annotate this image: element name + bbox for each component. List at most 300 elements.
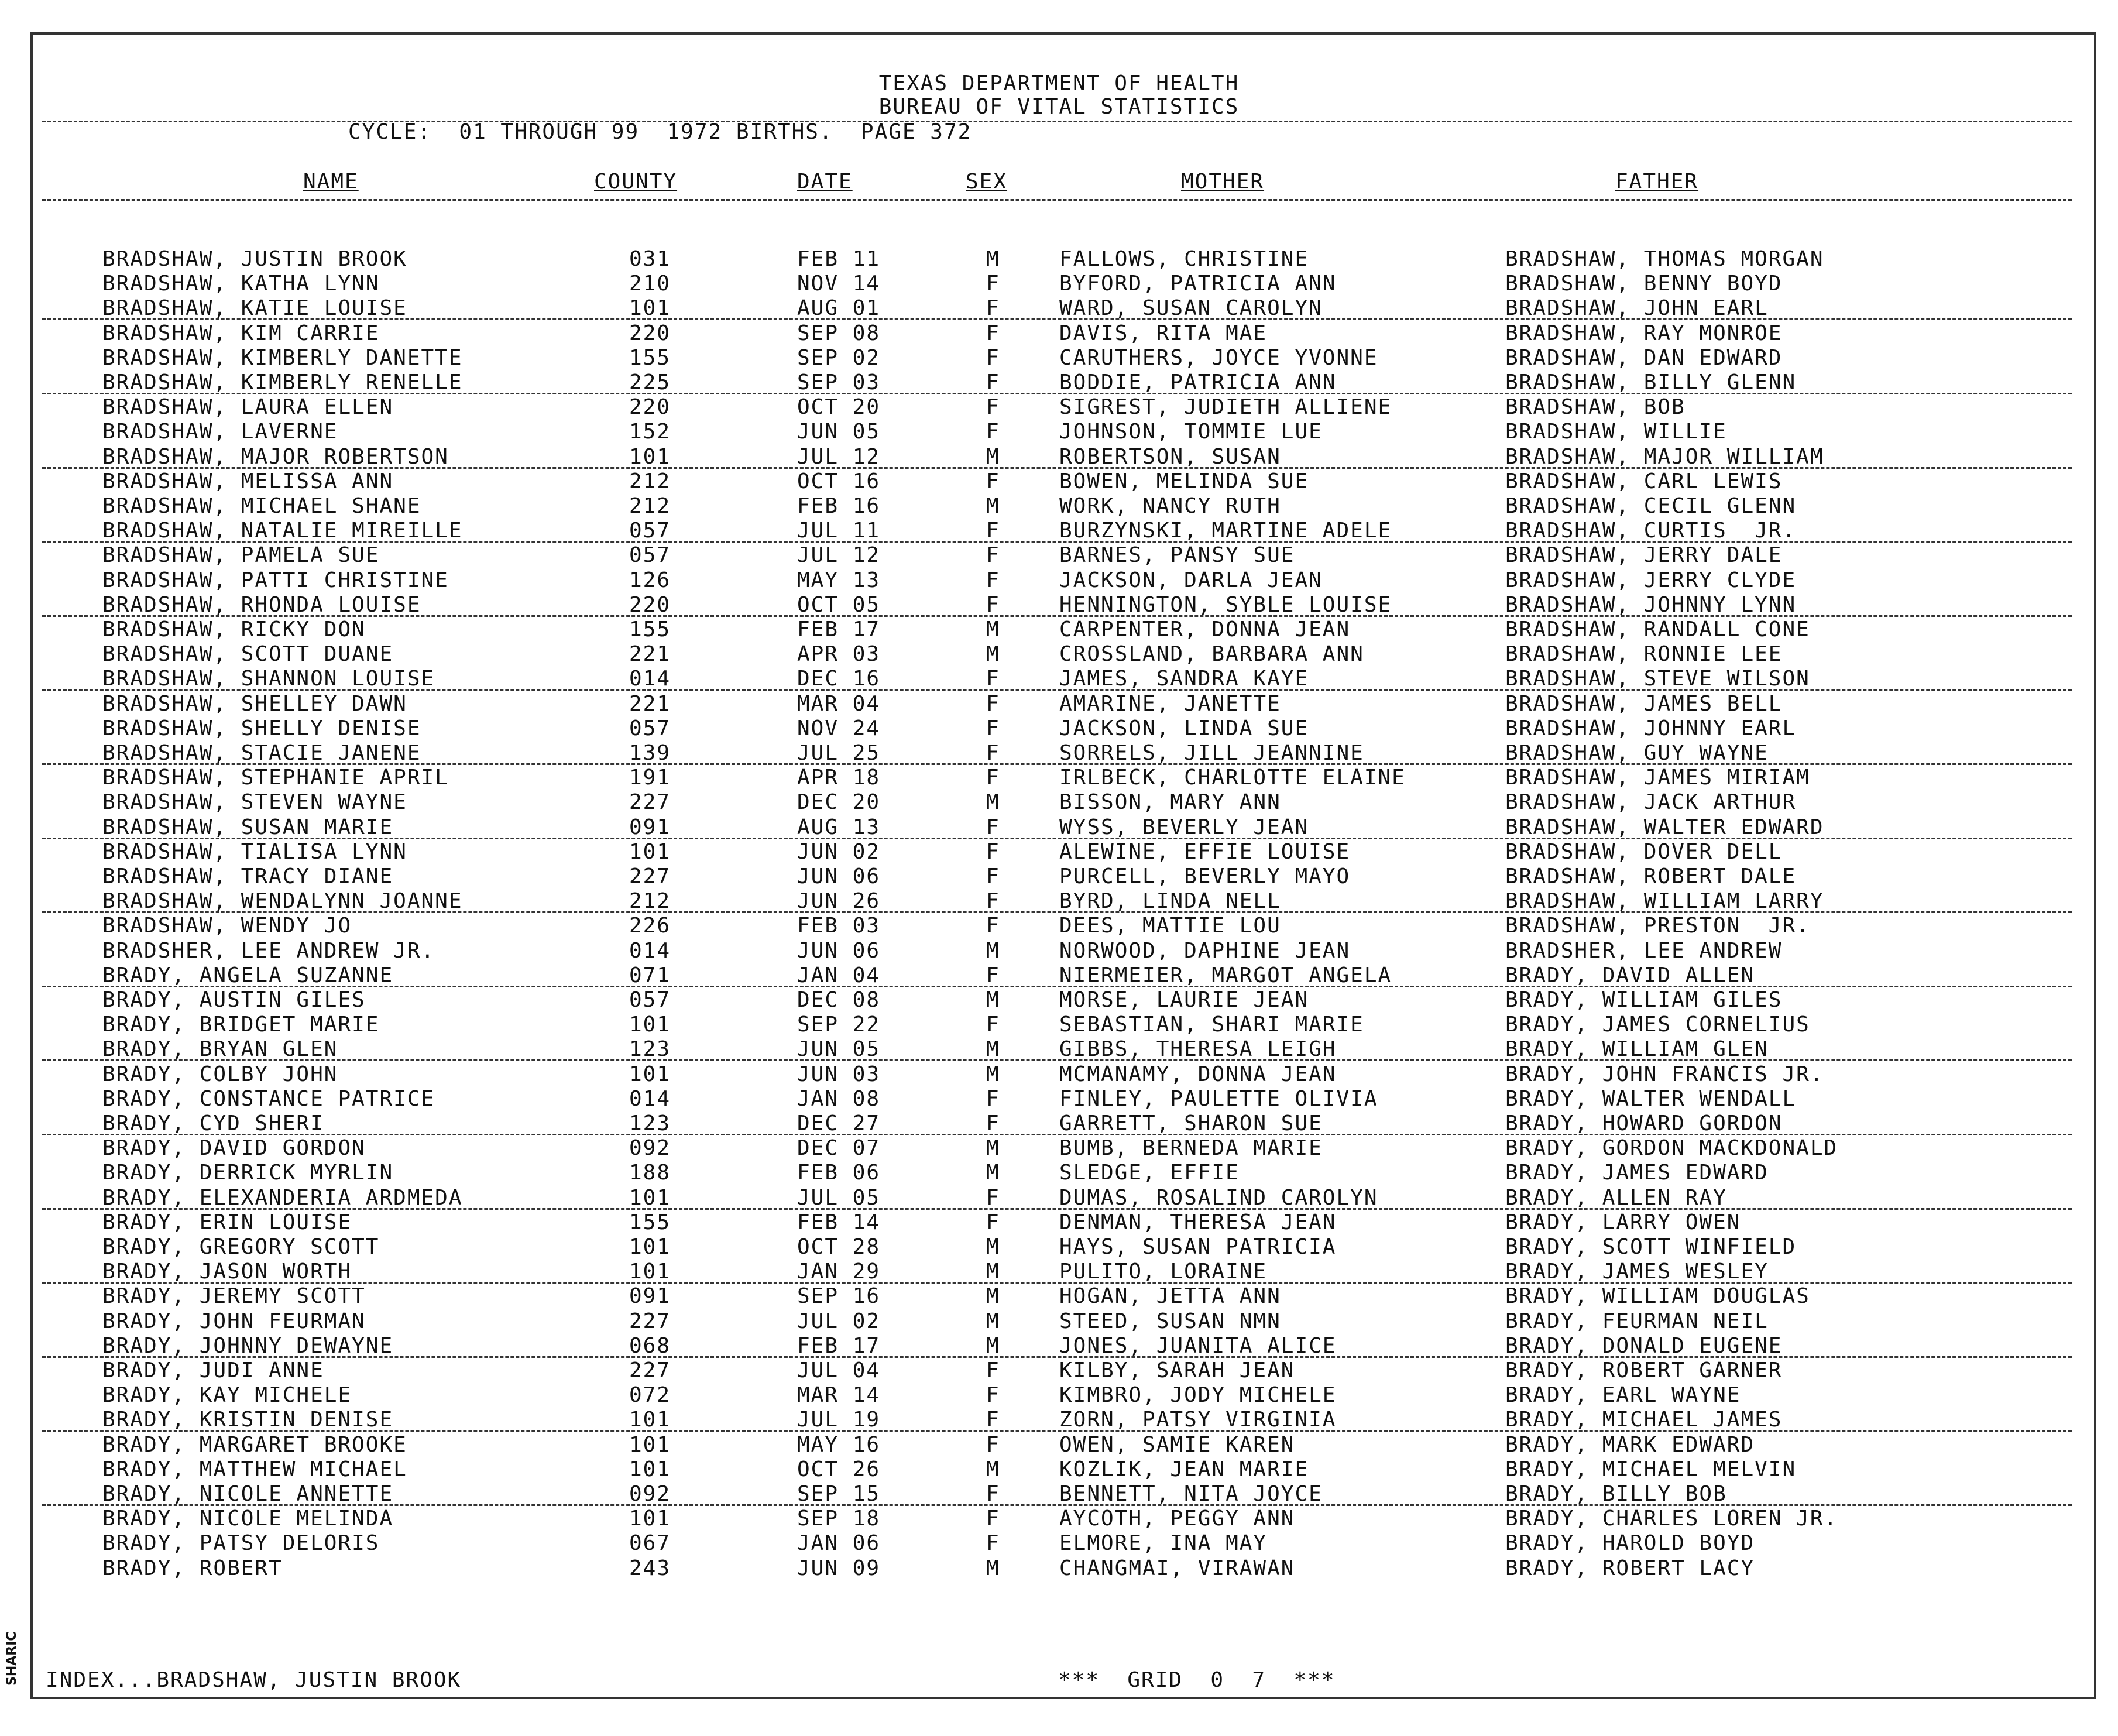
record-mother: JACKSON, LINDA SUE: [1059, 716, 1309, 740]
record-sex: F: [986, 691, 1000, 716]
record-mother: PURCELL, BEVERLY MAYO: [1059, 864, 1351, 888]
record-father: BRADSHAW, CURTIS JR.: [1505, 519, 1797, 543]
row-group-divider: [42, 986, 2072, 987]
record-sex: F: [986, 766, 1000, 790]
record-mother: GARRETT, SHARON SUE: [1059, 1111, 1323, 1135]
record-father: BRADSHAW, WILLIE: [1505, 420, 1727, 444]
record-sex: F: [986, 272, 1000, 296]
table-row: [0, 494, 2118, 519]
record-name: BRADSHAW, KIM CARRIE: [102, 321, 380, 345]
table-row: [0, 889, 2118, 914]
record-father: BRADY, ROBERT GARNER: [1505, 1358, 1783, 1382]
record-sex: M: [986, 1037, 1000, 1062]
record-sex: F: [986, 667, 1000, 691]
record-date: SEP 02: [797, 345, 881, 370]
record-mother: SIGREST, JUDIETH ALLIENE: [1059, 395, 1392, 420]
record-county: 212: [629, 494, 671, 518]
record-date: MAR 14: [797, 1383, 881, 1408]
record-county: 068: [629, 1333, 671, 1358]
record-name: BRADY, NICOLE ANNETTE: [102, 1482, 394, 1506]
record-date: JUN 02: [797, 839, 881, 864]
record-county: 101: [629, 1235, 671, 1259]
table-row: [0, 1383, 2118, 1408]
table-row: [0, 370, 2118, 395]
record-sex: F: [986, 1432, 1000, 1457]
record-county: 220: [629, 395, 671, 420]
record-father: BRADSHAW, RONNIE LEE: [1505, 642, 1783, 667]
record-sex: F: [986, 1210, 1000, 1234]
record-date: APR 03: [797, 642, 881, 667]
record-date: OCT 20: [797, 395, 881, 420]
record-county: 126: [629, 568, 671, 592]
table-row: [0, 1136, 2118, 1161]
record-sex: M: [986, 1556, 1000, 1580]
cycle-line: CYCLE: 01 THROUGH 99 1972 BIRTHS. PAGE 372: [348, 120, 972, 144]
record-date: OCT 26: [797, 1457, 881, 1481]
record-father: BRADSHAW, CECIL GLENN: [1505, 494, 1797, 518]
record-mother: HOGAN, JETTA ANN: [1059, 1284, 1281, 1309]
record-father: BRADSHAW, JERRY DALE: [1505, 543, 1783, 568]
record-name: BRADSHAW, KATIE LOUISE: [102, 296, 407, 321]
record-sex: M: [986, 617, 1000, 641]
record-date: JUL 12: [797, 444, 881, 469]
table-row: [0, 1482, 2118, 1507]
record-county: 101: [629, 296, 671, 321]
record-father: BRADY, WILLIAM GILES: [1505, 988, 1783, 1012]
record-sex: F: [986, 321, 1000, 345]
record-father: BRADY, JAMES CORNELIUS: [1505, 1013, 1810, 1037]
record-mother: BYFORD, PATRICIA ANN: [1059, 272, 1337, 296]
record-name: BRADY, DAVID GORDON: [102, 1136, 366, 1161]
record-date: AUG 13: [797, 815, 881, 839]
record-name: BRADSHAW, MELISSA ANN: [102, 469, 394, 493]
record-date: FEB 17: [797, 617, 881, 641]
record-county: 212: [629, 889, 671, 914]
record-name: BRADSHAW, SCOTT DUANE: [102, 642, 394, 667]
table-row: [0, 469, 2118, 494]
record-name: BRADSHAW, PAMELA SUE: [102, 543, 380, 568]
row-group-divider: [42, 763, 2072, 765]
record-sex: F: [986, 568, 1000, 592]
record-mother: ELMORE, INA MAY: [1059, 1531, 1268, 1556]
record-father: BRADY, WILLIAM DOUGLAS: [1505, 1284, 1810, 1309]
record-sex: F: [986, 839, 1000, 864]
column-header-date: DATE: [797, 170, 853, 194]
record-sex: M: [986, 1136, 1000, 1161]
record-county: 101: [629, 839, 671, 864]
record-name: BRADY, AUSTIN GILES: [102, 988, 366, 1012]
record-sex: M: [986, 1260, 1000, 1284]
record-county: 101: [629, 1260, 671, 1284]
record-sex: M: [986, 444, 1000, 469]
record-name: BRADY, ERIN LOUISE: [102, 1210, 352, 1234]
table-row: [0, 395, 2118, 420]
record-date: JUL 12: [797, 543, 881, 568]
table-row: [0, 1161, 2118, 1185]
record-county: 220: [629, 592, 671, 617]
table-row: [0, 1013, 2118, 1037]
record-sex: F: [986, 1383, 1000, 1408]
record-county: 227: [629, 1309, 671, 1333]
table-row: [0, 1235, 2118, 1260]
record-sex: F: [986, 1358, 1000, 1382]
record-name: BRADY, MARGARET BROOKE: [102, 1432, 407, 1457]
table-row: [0, 716, 2118, 741]
record-sex: F: [986, 1013, 1000, 1037]
record-mother: CARUTHERS, JOYCE YVONNE: [1059, 345, 1378, 370]
record-father: BRADSHER, LEE ANDREW: [1505, 938, 1783, 963]
record-name: BRADY, CYD SHERI: [102, 1111, 324, 1135]
record-county: 227: [629, 790, 671, 815]
record-county: 101: [629, 1013, 671, 1037]
record-county: 071: [629, 963, 671, 987]
record-father: BRADSHAW, BILLY GLENN: [1505, 370, 1797, 394]
record-father: BRADY, MICHAEL MELVIN: [1505, 1457, 1797, 1481]
record-date: JUL 04: [797, 1358, 881, 1382]
record-father: BRADY, HAROLD BOYD: [1505, 1531, 1755, 1556]
record-date: JUN 06: [797, 864, 881, 888]
record-mother: BOWEN, MELINDA SUE: [1059, 469, 1309, 493]
record-county: 057: [629, 716, 671, 740]
record-mother: OWEN, SAMIE KAREN: [1059, 1432, 1295, 1457]
record-sex: F: [986, 469, 1000, 493]
record-father: BRADY, JAMES WESLEY: [1505, 1260, 1769, 1284]
table-row: [0, 445, 2118, 469]
record-county: 188: [629, 1161, 671, 1185]
record-mother: CROSSLAND, BARBARA ANN: [1059, 642, 1364, 667]
record-date: JAN 06: [797, 1531, 881, 1556]
record-date: JUN 03: [797, 1062, 881, 1086]
record-name: BRADSHAW, KIMBERLY RENELLE: [102, 370, 463, 394]
table-row: [0, 914, 2118, 938]
record-date: DEC 16: [797, 667, 881, 691]
record-father: BRADY, GORDON MACKDONALD: [1505, 1136, 1838, 1161]
record-name: BRADY, GREGORY SCOTT: [102, 1235, 380, 1259]
table-row: [0, 766, 2118, 790]
record-father: BRADY, JOHN FRANCIS JR.: [1505, 1062, 1824, 1086]
record-mother: ALEWINE, EFFIE LOUISE: [1059, 839, 1351, 864]
record-date: FEB 03: [797, 914, 881, 938]
record-county: 057: [629, 543, 671, 568]
record-father: BRADSHAW, WILLIAM LARRY: [1505, 889, 1824, 914]
record-father: BRADSHAW, JAMES MIRIAM: [1505, 766, 1810, 790]
record-father: BRADSHAW, DOVER DELL: [1505, 839, 1783, 864]
record-mother: WYSS, BEVERLY JEAN: [1059, 815, 1309, 839]
record-date: DEC 08: [797, 988, 881, 1012]
record-name: BRADY, JEREMY SCOTT: [102, 1284, 366, 1309]
record-county: 155: [629, 617, 671, 641]
record-county: 092: [629, 1482, 671, 1506]
record-name: BRADY, JOHNNY DEWAYNE: [102, 1333, 394, 1358]
record-date: JUL 11: [797, 519, 881, 543]
row-group-divider: [42, 1356, 2072, 1358]
record-father: BRADY, SCOTT WINFIELD: [1505, 1235, 1797, 1259]
record-father: BRADSHAW, JOHNNY EARL: [1505, 716, 1797, 740]
record-name: BRADY, ANGELA SUZANNE: [102, 963, 394, 987]
record-mother: DENMAN, THERESA JEAN: [1059, 1210, 1337, 1234]
record-date: DEC 07: [797, 1136, 881, 1161]
table-row: [0, 1284, 2118, 1309]
record-sex: M: [986, 1457, 1000, 1481]
record-mother: BISSON, MARY ANN: [1059, 790, 1281, 815]
record-sex: F: [986, 741, 1000, 765]
table-row: [0, 1358, 2118, 1383]
record-father: BRADY, EARL WAYNE: [1505, 1383, 1741, 1408]
table-row: [0, 988, 2118, 1013]
record-date: SEP 18: [797, 1507, 881, 1531]
record-sex: F: [986, 592, 1000, 617]
table-row: [0, 1507, 2118, 1531]
table-row: [0, 1334, 2118, 1358]
record-father: BRADSHAW, GUY WAYNE: [1505, 741, 1769, 765]
record-sex: F: [986, 345, 1000, 370]
record-county: 226: [629, 914, 671, 938]
table-row: [0, 667, 2118, 691]
record-sex: F: [986, 1408, 1000, 1432]
record-name: BRADY, JASON WORTH: [102, 1260, 352, 1284]
record-mother: JONES, JUANITA ALICE: [1059, 1333, 1337, 1358]
table-row: [0, 617, 2118, 642]
record-father: BRADSHAW, JERRY CLYDE: [1505, 568, 1797, 592]
record-mother: BARNES, PANSY SUE: [1059, 543, 1295, 568]
record-name: BRADY, KAY MICHELE: [102, 1383, 352, 1408]
record-mother: FALLOWS, CHRISTINE: [1059, 247, 1309, 271]
record-sex: F: [986, 296, 1000, 321]
table-row: [0, 1186, 2118, 1210]
record-mother: WORK, NANCY RUTH: [1059, 494, 1281, 518]
record-county: 057: [629, 519, 671, 543]
record-date: FEB 14: [797, 1210, 881, 1234]
record-father: BRADSHAW, JOHNNY LYNN: [1505, 592, 1797, 617]
record-sex: F: [986, 1482, 1000, 1506]
record-county: 225: [629, 370, 671, 394]
record-date: DEC 27: [797, 1111, 881, 1135]
table-row: [0, 1210, 2118, 1235]
record-county: 227: [629, 864, 671, 888]
row-group-divider: [42, 1504, 2072, 1506]
record-date: MAY 13: [797, 568, 881, 592]
record-name: BRADSHAW, LAURA ELLEN: [102, 395, 394, 420]
record-father: BRADSHAW, JOHN EARL: [1505, 296, 1769, 321]
record-date: JUN 05: [797, 420, 881, 444]
record-mother: GIBBS, THERESA LEIGH: [1059, 1037, 1337, 1062]
record-county: 091: [629, 815, 671, 839]
record-mother: MCMANAMY, DONNA JEAN: [1059, 1062, 1337, 1086]
record-sex: F: [986, 1507, 1000, 1531]
record-father: BRADY, LARRY OWEN: [1505, 1210, 1741, 1234]
record-county: 191: [629, 766, 671, 790]
record-name: BRADSHAW, TRACY DIANE: [102, 864, 394, 888]
record-name: BRADSHER, LEE ANDREW JR.: [102, 938, 435, 963]
record-father: BRADSHAW, PRESTON JR.: [1505, 914, 1810, 938]
record-date: FEB 16: [797, 494, 881, 518]
record-name: BRADY, BRIDGET MARIE: [102, 1013, 380, 1037]
record-father: BRADSHAW, RANDALL CONE: [1505, 617, 1810, 641]
record-father: BRADY, DONALD EUGENE: [1505, 1333, 1783, 1358]
row-group-divider: [42, 467, 2072, 469]
record-mother: ZORN, PATSY VIRGINIA: [1059, 1408, 1337, 1432]
record-sex: F: [986, 1086, 1000, 1111]
record-sex: M: [986, 1062, 1000, 1086]
record-date: JUL 02: [797, 1309, 881, 1333]
record-mother: BURZYNSKI, MARTINE ADELE: [1059, 519, 1392, 543]
record-sex: F: [986, 370, 1000, 394]
table-row: [0, 272, 2118, 296]
record-date: OCT 16: [797, 469, 881, 493]
table-row: [0, 420, 2118, 444]
table-row: [0, 1260, 2118, 1284]
record-county: 092: [629, 1136, 671, 1161]
record-date: JAN 04: [797, 963, 881, 987]
table-row: [0, 593, 2118, 617]
record-date: MAR 04: [797, 691, 881, 716]
record-mother: SLEDGE, EFFIE: [1059, 1161, 1240, 1185]
record-county: 014: [629, 667, 671, 691]
record-county: 221: [629, 691, 671, 716]
record-father: BRADSHAW, CARL LEWIS: [1505, 469, 1783, 493]
record-mother: BENNETT, NITA JOYCE: [1059, 1482, 1323, 1506]
record-name: BRADY, JUDI ANNE: [102, 1358, 324, 1382]
record-name: BRADSHAW, WENDALYNN JOANNE: [102, 889, 463, 914]
record-date: SEP 16: [797, 1284, 881, 1309]
table-row: [0, 815, 2118, 840]
record-father: BRADY, HOWARD GORDON: [1505, 1111, 1783, 1135]
record-father: BRADY, MARK EDWARD: [1505, 1432, 1755, 1457]
record-name: BRADY, CONSTANCE PATRICE: [102, 1086, 435, 1111]
record-father: BRADY, ROBERT LACY: [1505, 1556, 1755, 1580]
table-row: [0, 1111, 2118, 1136]
record-name: BRADY, BRYAN GLEN: [102, 1037, 338, 1062]
record-name: BRADSHAW, KATHA LYNN: [102, 272, 380, 296]
record-county: 101: [629, 1185, 671, 1210]
record-mother: SEBASTIAN, SHARI MARIE: [1059, 1013, 1364, 1037]
record-father: BRADSHAW, DAN EDWARD: [1505, 345, 1783, 370]
record-sex: F: [986, 420, 1000, 444]
record-date: DEC 20: [797, 790, 881, 815]
row-group-divider: [42, 1059, 2072, 1061]
table-row: [0, 1556, 2118, 1581]
record-name: BRADSHAW, LAVERNE: [102, 420, 338, 444]
record-sex: F: [986, 815, 1000, 839]
record-father: BRADY, DAVID ALLEN: [1505, 963, 1755, 987]
record-name: BRADSHAW, WENDY JO: [102, 914, 352, 938]
record-sex: M: [986, 494, 1000, 518]
table-row: [0, 1037, 2118, 1062]
record-sex: M: [986, 642, 1000, 667]
record-county: 101: [629, 1408, 671, 1432]
table-row: [0, 1062, 2118, 1087]
record-date: JAN 08: [797, 1086, 881, 1111]
record-name: BRADSHAW, KIMBERLY DANETTE: [102, 345, 463, 370]
table-row: [0, 321, 2118, 346]
column-header-name: NAME: [303, 170, 359, 194]
row-group-divider: [42, 318, 2072, 320]
record-father: BRADSHAW, WALTER EDWARD: [1505, 815, 1824, 839]
record-sex: F: [986, 1185, 1000, 1210]
record-date: NOV 14: [797, 272, 881, 296]
record-county: 101: [629, 1507, 671, 1531]
record-date: JUN 06: [797, 938, 881, 963]
record-mother: CARPENTER, DONNA JEAN: [1059, 617, 1351, 641]
record-mother: DUMAS, ROSALIND CAROLYN: [1059, 1185, 1378, 1210]
record-county: 101: [629, 1432, 671, 1457]
record-county: 227: [629, 1358, 671, 1382]
table-row: [0, 939, 2118, 963]
record-sex: F: [986, 716, 1000, 740]
table-row: [0, 963, 2118, 988]
record-mother: HAYS, SUSAN PATRICIA: [1059, 1235, 1337, 1259]
row-group-divider: [42, 1430, 2072, 1432]
record-name: BRADY, ELEXANDERIA ARDMEDA: [102, 1185, 463, 1210]
record-county: 210: [629, 272, 671, 296]
record-name: BRADSHAW, STEPHANIE APRIL: [102, 766, 449, 790]
record-mother: BUMB, BERNEDA MARIE: [1059, 1136, 1323, 1161]
record-county: 031: [629, 247, 671, 271]
record-father: BRADY, MICHAEL JAMES: [1505, 1408, 1783, 1432]
record-sex: F: [986, 395, 1000, 420]
record-county: 067: [629, 1531, 671, 1556]
row-group-divider: [42, 1208, 2072, 1210]
record-mother: STEED, SUSAN NMN: [1059, 1309, 1281, 1333]
column-header-county: COUNTY: [594, 170, 678, 194]
record-mother: JACKSON, DARLA JEAN: [1059, 568, 1323, 592]
record-mother: BYRD, LINDA NELL: [1059, 889, 1281, 914]
record-father: BRADY, WALTER WENDALL: [1505, 1086, 1797, 1111]
bureau-title: BUREAU OF VITAL STATISTICS: [878, 95, 1240, 119]
record-name: BRADSHAW, MAJOR ROBERTSON: [102, 444, 449, 469]
record-mother: NORWOOD, DAPHINE JEAN: [1059, 938, 1351, 963]
record-mother: IRLBECK, CHARLOTTE ELAINE: [1059, 766, 1406, 790]
record-mother: DEES, MATTIE LOU: [1059, 914, 1281, 938]
record-name: BRADY, NICOLE MELINDA: [102, 1507, 394, 1531]
row-group-divider: [42, 1134, 2072, 1135]
record-sex: F: [986, 914, 1000, 938]
record-date: JUN 26: [797, 889, 881, 914]
record-county: 212: [629, 469, 671, 493]
table-row: [0, 1531, 2118, 1556]
record-date: FEB 06: [797, 1161, 881, 1185]
table-row: [0, 1433, 2118, 1457]
row-group-divider: [42, 615, 2072, 617]
record-county: 152: [629, 420, 671, 444]
record-mother: DAVIS, RITA MAE: [1059, 321, 1268, 345]
row-group-divider: [42, 393, 2072, 394]
record-mother: MORSE, LAURIE JEAN: [1059, 988, 1309, 1012]
table-row: [0, 543, 2118, 568]
record-county: 155: [629, 345, 671, 370]
record-father: BRADSHAW, MAJOR WILLIAM: [1505, 444, 1824, 469]
record-date: NOV 24: [797, 716, 881, 740]
record-county: 101: [629, 1457, 671, 1481]
record-father: BRADY, BILLY BOB: [1505, 1482, 1727, 1506]
table-row: [0, 1087, 2118, 1111]
record-sex: F: [986, 1531, 1000, 1556]
record-mother: BODDIE, PATRICIA ANN: [1059, 370, 1337, 394]
record-date: JUN 05: [797, 1037, 881, 1062]
record-date: JAN 29: [797, 1260, 881, 1284]
record-date: OCT 05: [797, 592, 881, 617]
record-name: BRADSHAW, PATTI CHRISTINE: [102, 568, 449, 592]
record-name: BRADSHAW, NATALIE MIREILLE: [102, 519, 463, 543]
record-county: 221: [629, 642, 671, 667]
record-date: OCT 28: [797, 1235, 881, 1259]
record-date: SEP 15: [797, 1482, 881, 1506]
grid-label: *** GRID 0 7 ***: [1058, 1668, 1336, 1692]
record-name: BRADSHAW, MICHAEL SHANE: [102, 494, 421, 518]
record-father: BRADSHAW, ROBERT DALE: [1505, 864, 1797, 888]
record-father: BRADSHAW, RAY MONROE: [1505, 321, 1783, 345]
record-mother: SORRELS, JILL JEANNINE: [1059, 741, 1364, 765]
